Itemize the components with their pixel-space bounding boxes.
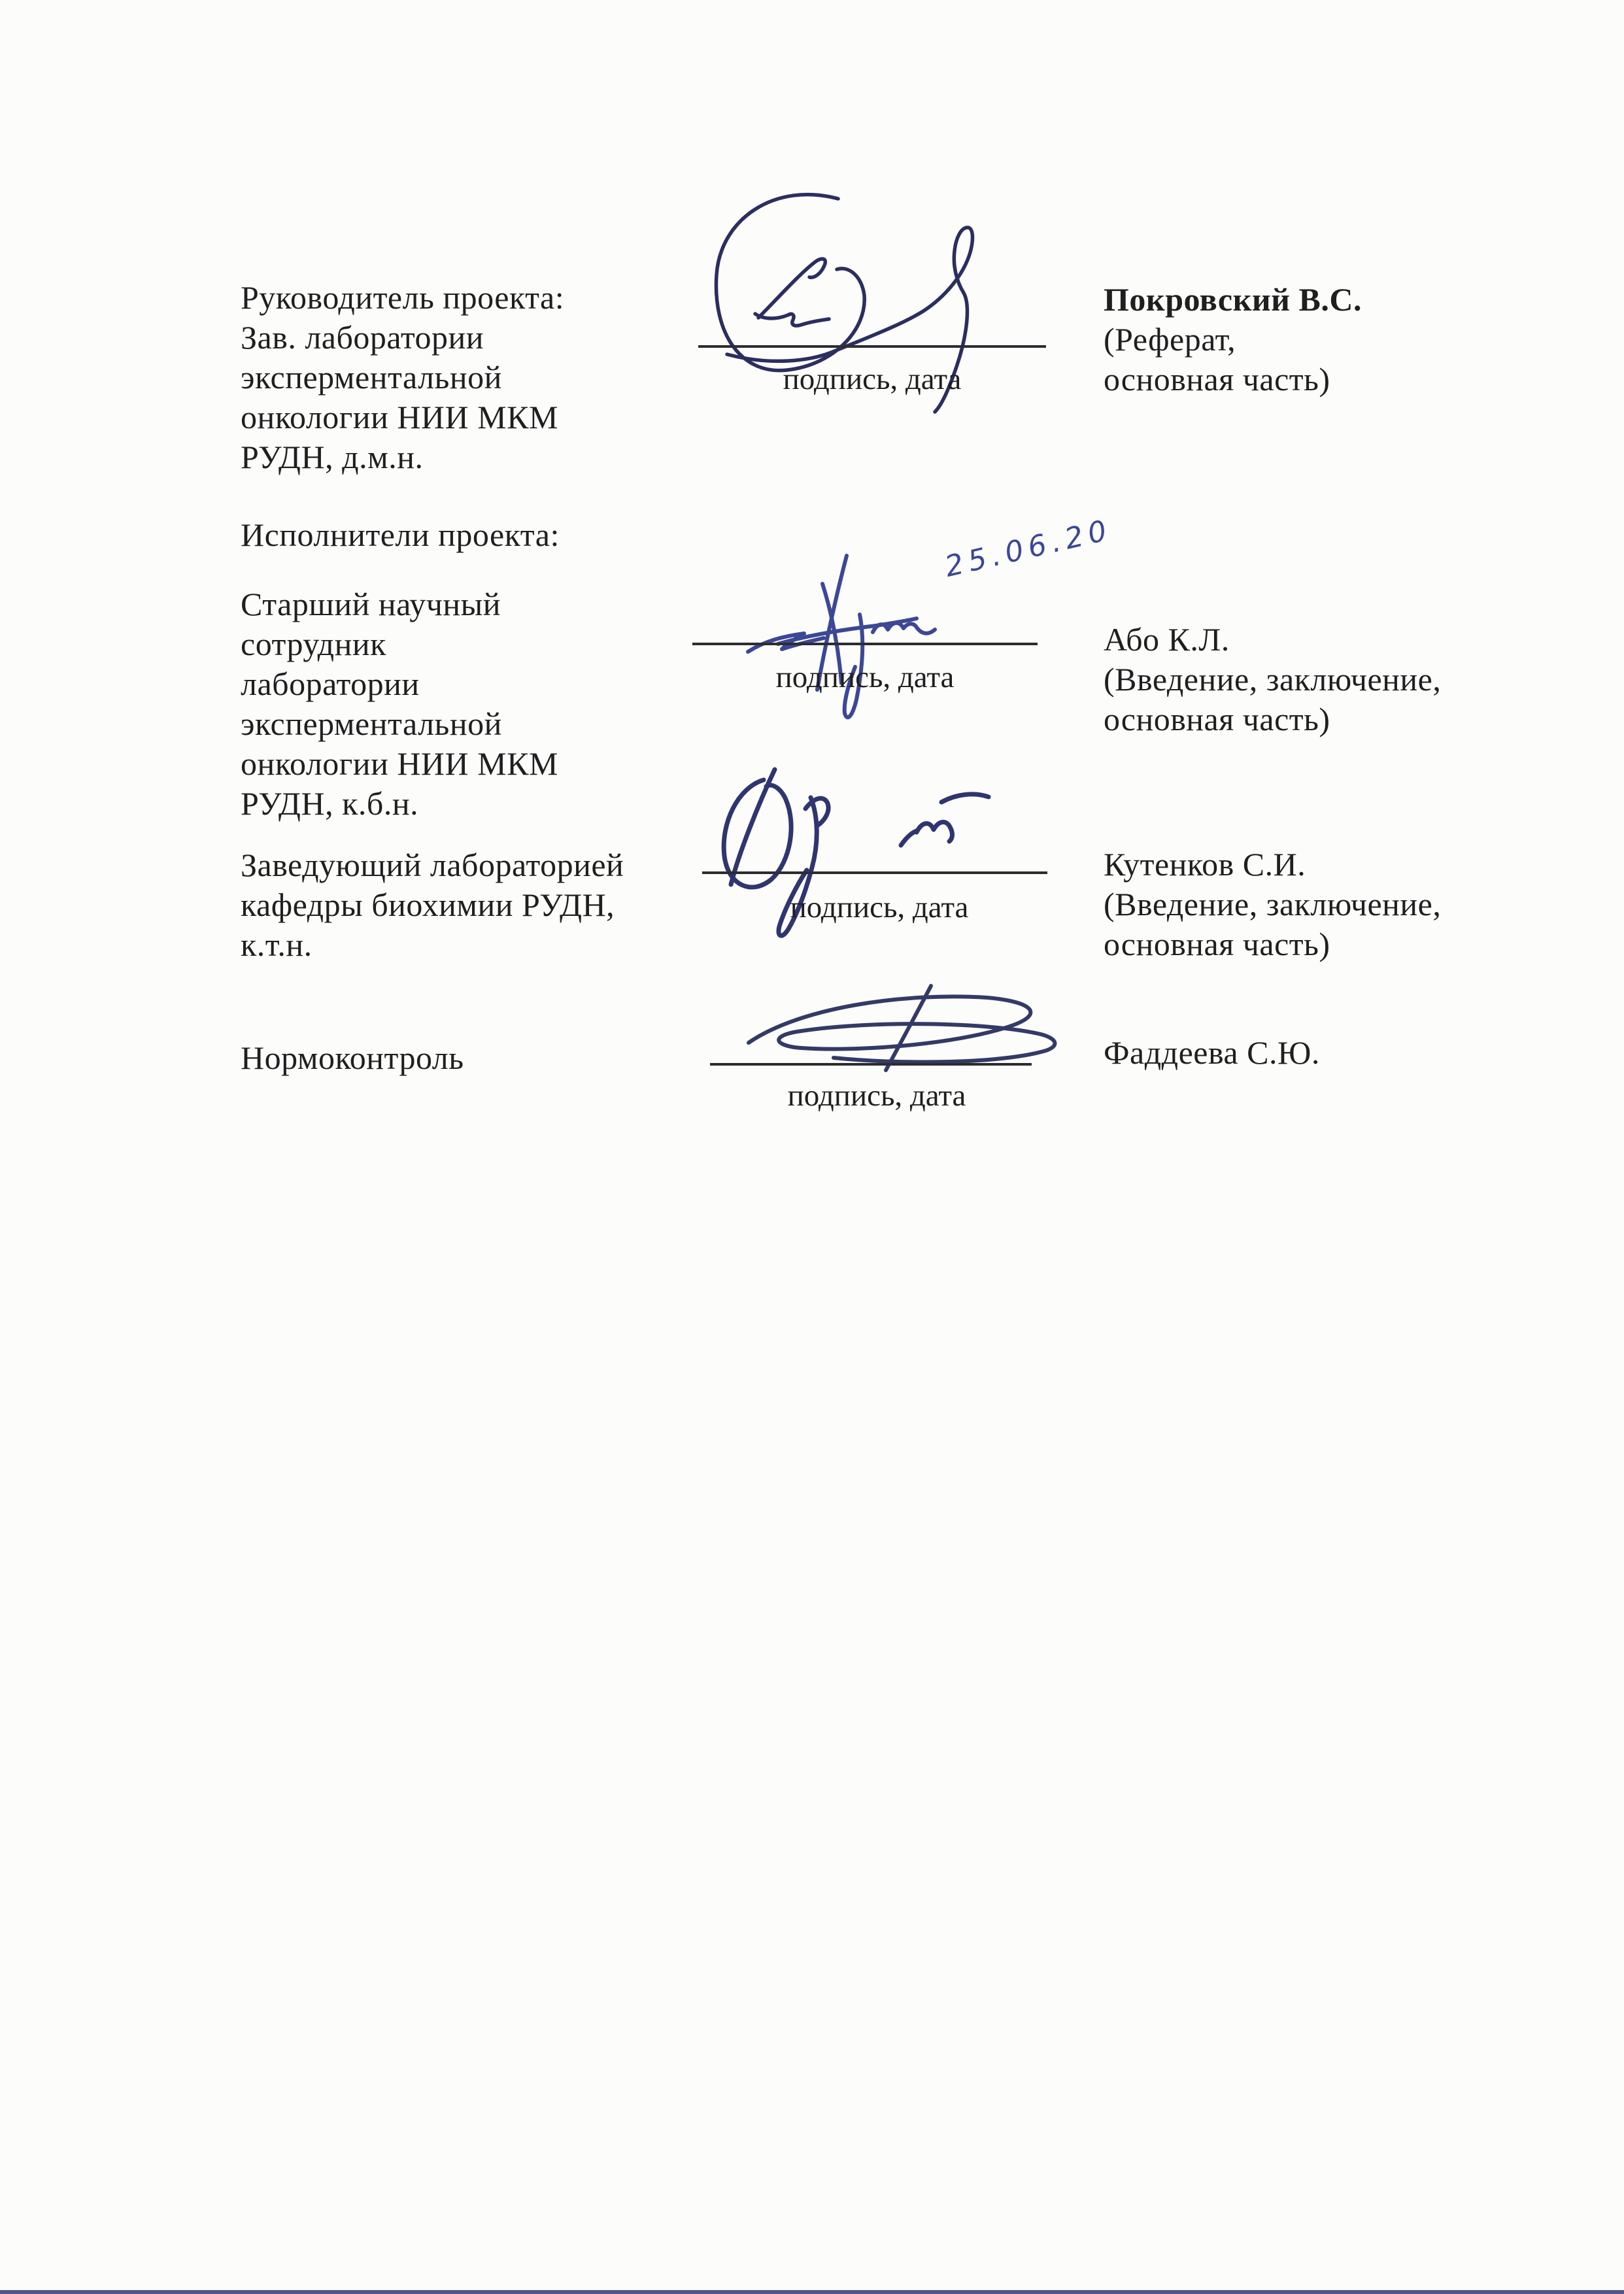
role-line: РУДН, д.м.н. [241,439,424,475]
role-line: кафедры биохимии РУДН, [241,886,615,923]
signature-caption: подпись, дата [783,362,962,396]
contribution-line: основная часть) [1104,926,1330,962]
contribution-line: (Реферат, [1104,321,1236,358]
handwritten-date: 25.06.20 [941,513,1115,584]
signer-block-faddeeva [1104,1033,1320,1073]
signature-line [692,643,1038,645]
signer-block-pokrovsky [1104,280,1362,399]
role-line: Заведующий лабораторией [241,847,624,883]
signer-name: Фаддеева С.Ю. [1104,1034,1320,1071]
executors-heading: Исполнители проекта: [241,516,560,553]
signature-line [710,1063,1032,1066]
signer-block-abo [1104,620,1441,739]
role-line: к.т.н. [241,926,313,963]
signature-line [702,871,1047,874]
contribution-line: основная часть) [1104,701,1330,737]
signature-stroke [901,831,917,845]
signer-name: Або К.Л. [1104,621,1230,658]
role-project-leader [241,278,564,477]
signature-caption: подпись, дата [775,660,955,694]
signer-name: Покровский В.С. [1104,281,1362,318]
signature-stroke [755,314,829,326]
role-line: РУДН, к.б.н. [241,785,419,822]
signature-stroke [941,794,989,802]
signature-stroke [758,259,825,318]
signer-block-kutenkov [1104,845,1441,964]
role-lab-head-biochemistry [241,845,624,965]
contribution-line: основная часть) [1104,361,1330,397]
signature-line [698,345,1046,348]
role-line: Руководитель проекта: [241,279,565,316]
role-line: эксперментальной [241,705,502,742]
role-line: Нормоконтроль [241,1039,464,1076]
signature-ink-kutenkov [713,762,1013,958]
role-line: эксперментальной [241,359,502,396]
signature-caption: подпись, дата [790,890,969,924]
signer-name: Кутенков С.И. [1104,846,1306,883]
role-senior-researcher [241,584,558,824]
role-line: лаборатории [241,666,420,702]
signature-stroke [749,996,1055,1062]
signature-stroke [873,623,935,633]
scan-edge-artifact [0,2290,1624,2294]
role-line: сотрудник [241,626,386,662]
contribution-line: (Введение, заключение, [1104,886,1442,922]
role-line: онкологии НИИ МКМ [241,399,558,435]
signature-caption: подпись, дата [787,1079,966,1113]
signature-stroke [917,822,952,841]
contribution-line: (Введение, заключение, [1104,661,1442,698]
role-line: онкологии НИИ МКМ [241,745,558,782]
role-line: Зав. лаборатории [241,319,484,356]
role-normcontrol [241,1038,464,1078]
role-line: Старший научный [241,586,501,622]
